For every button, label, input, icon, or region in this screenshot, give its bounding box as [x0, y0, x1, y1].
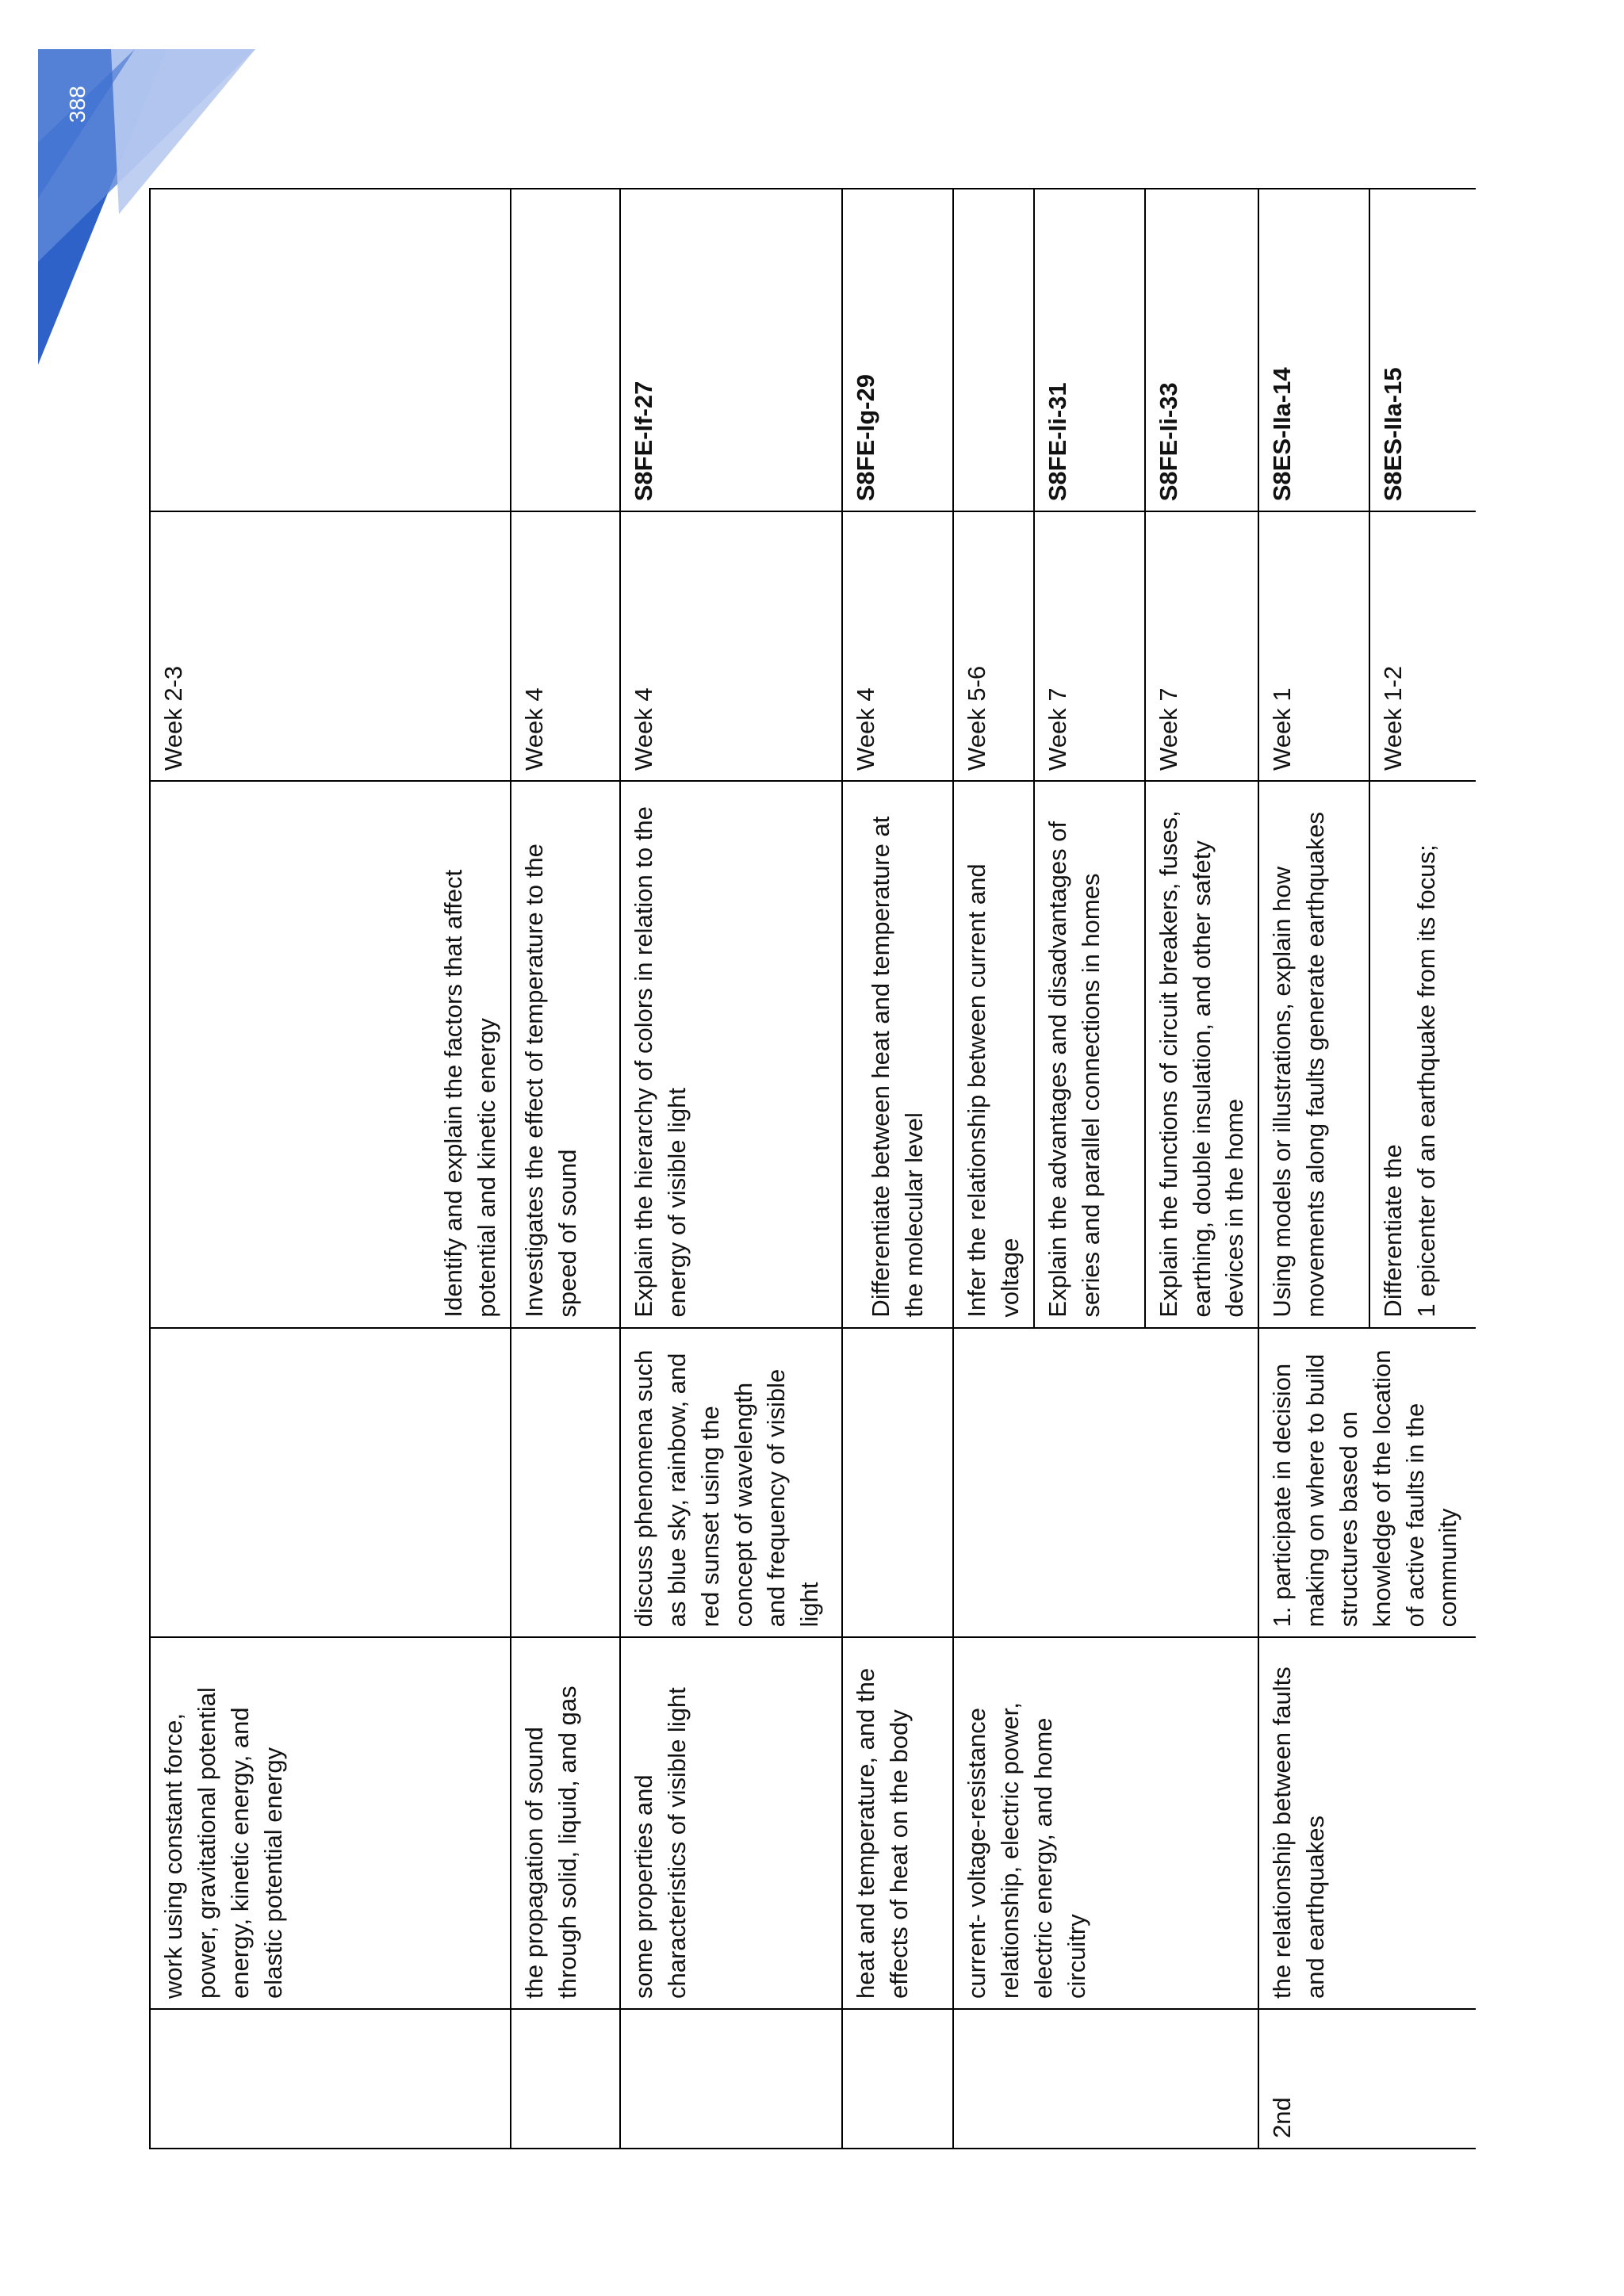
code-cell — [150, 189, 511, 511]
table-row — [842, 189, 953, 2149]
competency-cell: Infer the relationship between current and voltage — [953, 781, 1034, 1328]
performance-cell — [150, 1328, 511, 1638]
competency-text: Differentiate between heat and temperature at the molecular level — [867, 816, 928, 1318]
quarter-cell — [842, 2009, 953, 2149]
quarter-cell — [953, 2009, 1258, 2149]
page-number: 388 — [65, 86, 90, 123]
competency-cell: Explain the functions of circuit breakers, fuses, earthing, double insulation, and other safety devices in the home — [1145, 781, 1259, 1328]
code-cell: S8ES-IIa-14 — [1258, 189, 1369, 511]
competency-cell: Investigates the effect of temperature to the speed of sound — [511, 781, 620, 1328]
content-cell: the propagation of sound through solid, liquid, and gas — [511, 1637, 620, 2009]
competency-cell: Explain the hierarchy of colors in relation to the energy of visible light — [620, 781, 842, 1328]
content-cell: some properties and characteristics of visible light — [620, 1637, 842, 2009]
code-cell — [511, 189, 620, 511]
week-cell: Week 7 — [1145, 511, 1259, 781]
quarter-cell — [511, 2009, 620, 2149]
code-cell: S8FE-Ii-33 — [1145, 189, 1259, 511]
week-cell: Week 5-6 — [953, 511, 1034, 781]
content-cell: work using constant force, power, gravitational potential energy, kinetic energy, and elastic potential energy — [150, 1637, 511, 2009]
performance-cell — [511, 1328, 620, 1638]
code-cell: S8FE-If-27 — [620, 189, 842, 511]
curriculum-table — [149, 188, 1476, 2149]
performance-cell: 1. participate in decision making on where to build structures based on knowledge of the location of active faults in the community — [1258, 1328, 1476, 1638]
competency-cell: Using models or illustrations, explain how movements along faults generate earthquakes — [1258, 781, 1369, 1328]
table-row — [511, 189, 620, 2149]
quarter-cell — [620, 2009, 842, 2149]
competency-cell — [842, 781, 953, 1328]
competency-cell — [150, 781, 511, 1328]
content-cell: heat and temperature, and the effects of heat on the body — [842, 1637, 953, 2009]
curriculum-table-wrapper — [149, 188, 1476, 2149]
week-cell: Week 4 — [842, 511, 953, 781]
code-cell: S8ES-IIa-15 — [1369, 189, 1476, 511]
competency-text: Identify and explain the factors that affect potential and kinetic energy — [439, 869, 501, 1318]
code-cell: S8FE-Ii-31 — [1034, 189, 1145, 511]
quarter-cell — [150, 2009, 511, 2149]
quarter-cell: 2nd — [1258, 2009, 1476, 2149]
competency-cell: Explain the advantages and disadvantages of series and parallel connections in homes — [1034, 781, 1145, 1328]
week-cell: Week 1-2 — [1369, 511, 1476, 781]
performance-cell — [842, 1328, 953, 1638]
performance-cell: discuss phenomena such as blue sky, rainbow, and red sunset using the concept of wavelength and frequency of visible light — [620, 1328, 842, 1638]
table-row — [620, 189, 842, 2149]
week-cell: Week 4 — [620, 511, 842, 781]
week-cell: Week 4 — [511, 511, 620, 781]
week-cell: Week 2-3 — [150, 511, 511, 781]
table-row — [953, 189, 1034, 2149]
competency-cell: Differentiate the 1 epicenter of an earthquake from its focus; — [1369, 781, 1476, 1328]
content-cell: current- voltage-resistance relationship, electric power, electric energy, and home circuitry — [953, 1637, 1258, 2009]
code-cell: S8FE-Ig-29 — [842, 189, 953, 511]
content-cell: the relationship between faults and earthquakes — [1258, 1637, 1476, 2009]
code-cell — [953, 189, 1034, 511]
week-cell: Week 1 — [1258, 511, 1369, 781]
table-row — [1258, 189, 1369, 2149]
performance-cell — [953, 1328, 1258, 1638]
week-cell: Week 7 — [1034, 511, 1145, 781]
table-row — [150, 189, 511, 2149]
